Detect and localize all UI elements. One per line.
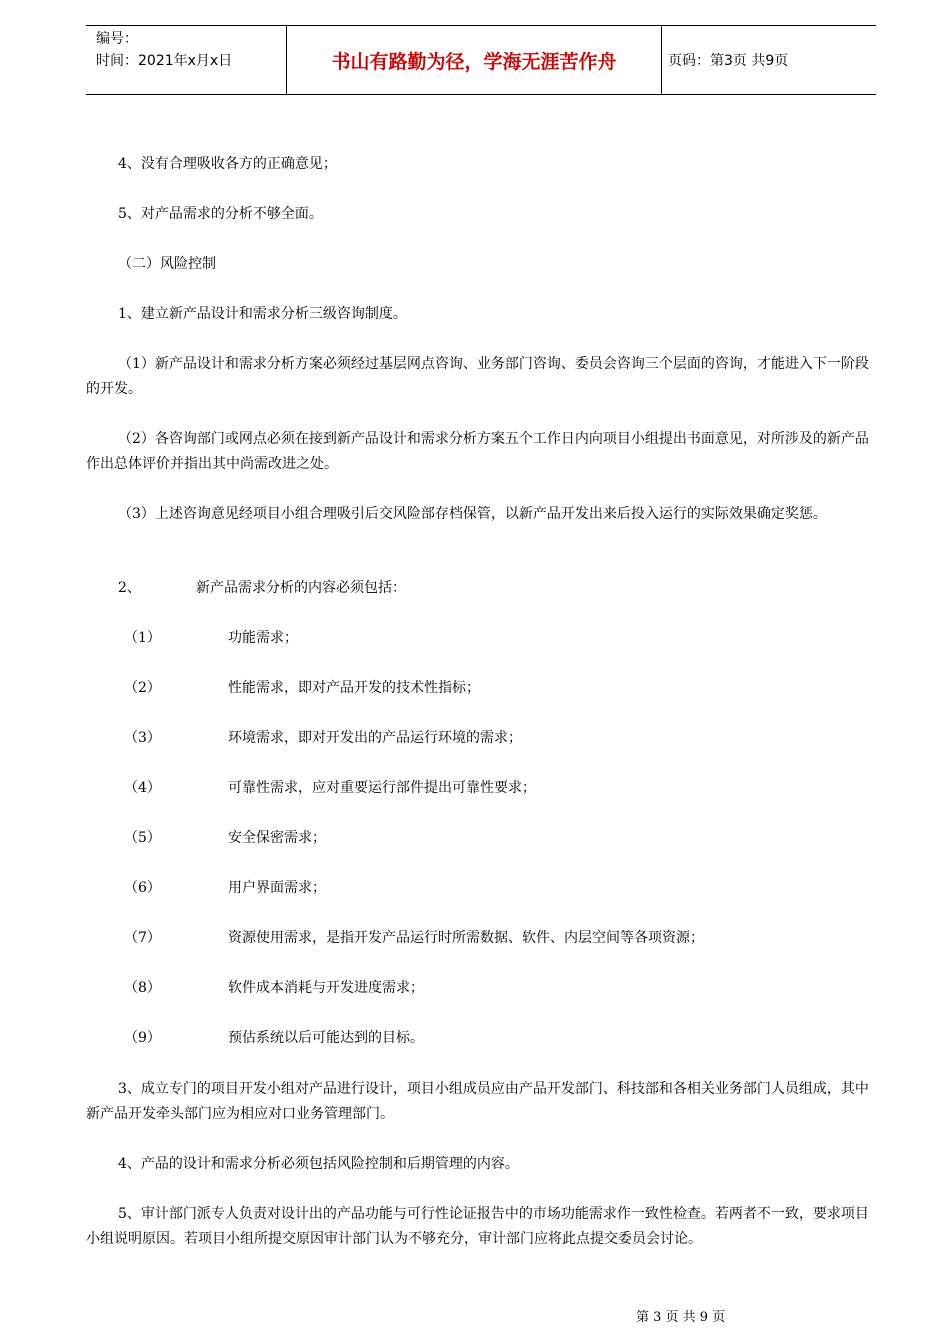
list-item-text: 功能需求； xyxy=(228,630,298,646)
list-item-text: 预估系统以后可能达到的目标。 xyxy=(228,1030,424,1046)
list-item-number: （4） xyxy=(124,780,161,796)
header-meta xyxy=(96,28,286,72)
time-label: 时间：2021年x月x日 xyxy=(96,53,233,69)
list-item-text: 环境需求，即对开发出的产品运行环境的需求； xyxy=(228,730,522,746)
list-item-number: （9） xyxy=(124,1030,161,1046)
list-item-text: 安全保密需求； xyxy=(228,830,326,846)
paragraph: 5、对产品需求的分析不够全面。 xyxy=(118,206,323,222)
paragraph: 4、产品的设计和需求分析必须包括风险控制和后期管理的内容。 xyxy=(118,1156,519,1172)
number-label: 编号： xyxy=(96,31,138,47)
list-item-number: （6） xyxy=(124,880,161,896)
list-item-number: （8） xyxy=(124,980,161,996)
page-footer: 第 3 页 共 9 页 xyxy=(636,1310,726,1325)
list-item-number: （3） xyxy=(124,730,161,746)
paragraph: 3、成立专门的项目开发小组对产品进行设计，项目小组成员应由产品开发部门、科技部和各相关业务部门人员组成，其中新产品开发牵头部门应为相应对口业务管理部门。 xyxy=(86,1081,869,1122)
list-item-text: 资源使用需求，是指开发产品运行时所需数据、软件、内层空间等各项资源； xyxy=(228,930,704,946)
paragraph: （2）各咨询部门或网点必须在接到新产品设计和需求分析方案五个工作日内向项目小组提出书面意见，对所涉及的新产品作出总体评价并指出其中尚需改进之处。 xyxy=(86,431,869,472)
list-item-number: （2） xyxy=(124,680,161,696)
list-item-number: （7） xyxy=(124,930,161,946)
header-motto: 书山有路勤为径，学海无涯苦作舟 xyxy=(286,26,662,94)
list-item-text: 用户界面需求； xyxy=(228,880,326,896)
header-page-info: 页码：第3页 共9页 xyxy=(668,53,789,69)
page-header xyxy=(86,25,876,95)
paragraph: （3）上述咨询意见经项目小组合理吸引后交风险部存档保管，以新产品开发出来后投入运行的实际效果确定奖惩。 xyxy=(118,506,827,522)
paragraph: 4、没有合理吸收各方的正确意见； xyxy=(118,156,337,172)
list-item-text: 软件成本消耗与开发进度需求； xyxy=(228,980,424,996)
list-item-number: （5） xyxy=(124,830,161,846)
paragraph: （1）新产品设计和需求分析方案必须经过基层网点咨询、业务部门咨询、委员会咨询三个层面的咨询，才能进入下一阶段的开发。 xyxy=(86,356,869,397)
list-item-number: （1） xyxy=(124,630,161,646)
item-number: 2、 xyxy=(118,580,141,596)
section-heading: （二）风险控制 xyxy=(118,256,216,272)
paragraph: 5、审计部门派专人负责对设计出的产品功能与可行性论证报告中的市场功能需求作一致性检查。若两者不一致，要求项目小组说明原因。若项目小组所提交原因审计部门认为不够充分，审计部门应将此点提交委员会讨论。 xyxy=(86,1206,869,1247)
item-text: 新产品需求分析的内容必须包括： xyxy=(196,580,406,596)
list-item-text: 可靠性需求，应对重要运行部件提出可靠性要求； xyxy=(228,780,536,796)
paragraph: 1、建立新产品设计和需求分析三级咨询制度。 xyxy=(118,306,407,322)
list-item-text: 性能需求，即对产品开发的技术性指标； xyxy=(228,680,480,696)
